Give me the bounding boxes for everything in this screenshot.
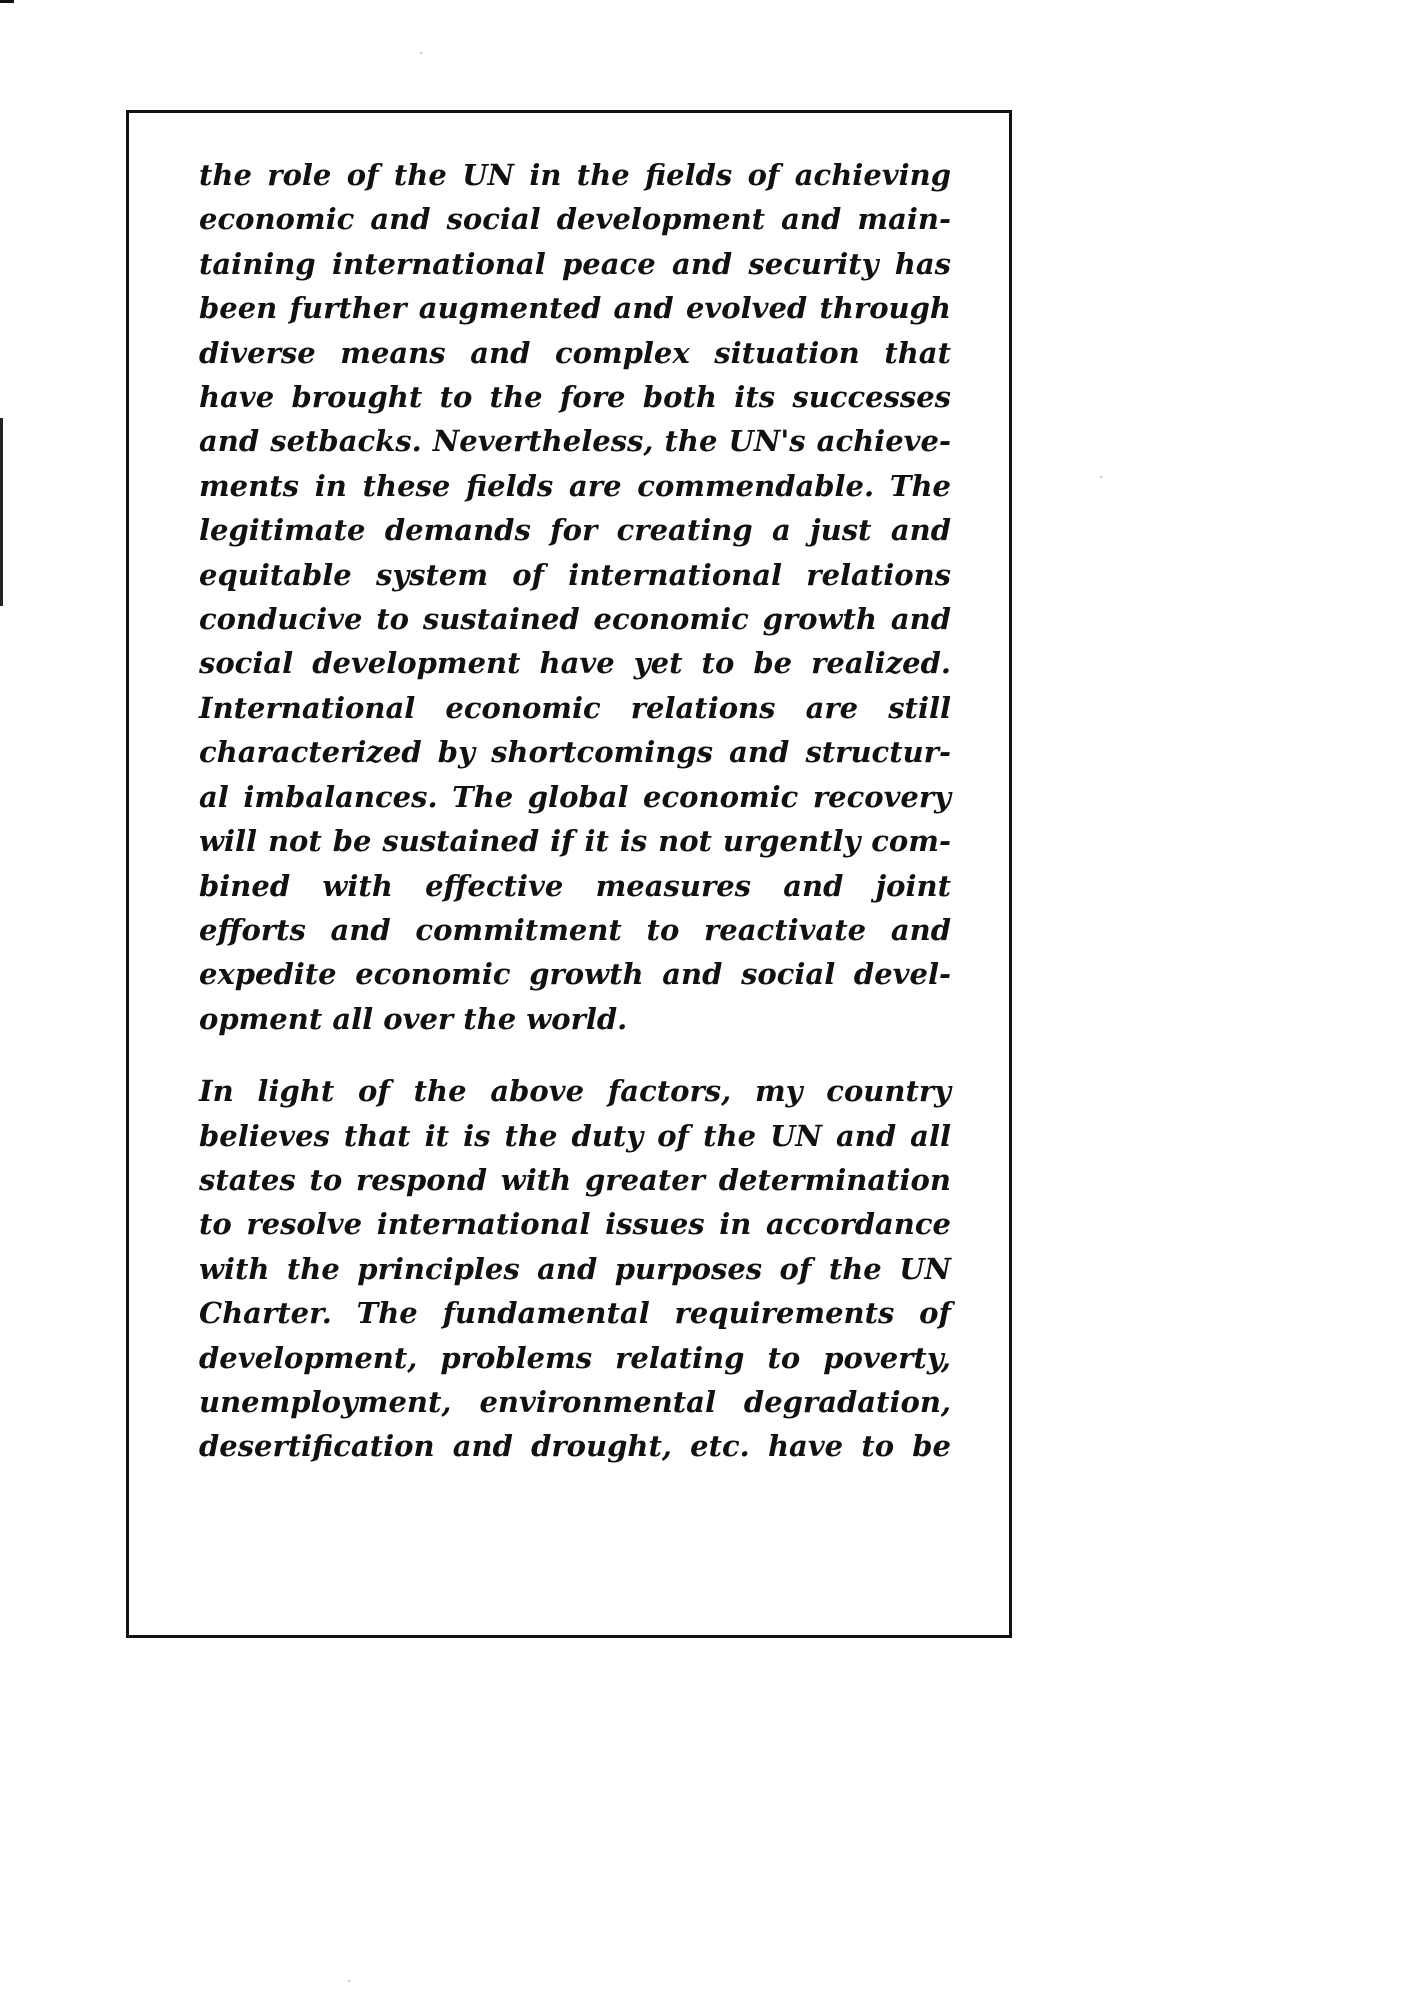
scan-speck [420, 52, 422, 54]
text-line: conducive to sustained economic growth and [199, 602, 951, 637]
text-line: to resolve international issues in accordance [199, 1207, 951, 1242]
text-line: al imbalances. The global economic recovery [199, 779, 951, 814]
paragraph-1 [199, 153, 951, 1041]
text-frame [126, 110, 1012, 1638]
text-line: will not be sustained if it is not urgently com- [199, 824, 951, 859]
text-line: expedite economic growth and social devel- [199, 957, 951, 992]
text-line-last: opment all over the world. [199, 1001, 628, 1036]
text-column [199, 153, 951, 1469]
text-line: ments in these fields are commendable. The [199, 468, 951, 503]
text-line: efforts and commitment to reactivate and [199, 912, 951, 947]
scan-speck [1100, 476, 1102, 478]
text-line: with the principles and purposes of the UN [199, 1251, 951, 1286]
text-line: diverse means and complex situation that [199, 335, 951, 370]
text-line: legitimate demands for creating a just and [199, 513, 951, 548]
text-line: taining international peace and security has [199, 246, 951, 281]
text-line: Charter. The fundamental requirements of [199, 1296, 951, 1331]
text-line: social development have yet to be realized. [199, 646, 951, 681]
text-line: desertification and drought, etc. have to be [199, 1429, 951, 1464]
scan-speck [348, 1980, 350, 1982]
text-line: and setbacks. Nevertheless, the UN's achieve- [199, 424, 951, 459]
text-line: have brought to the fore both its successes [199, 380, 951, 415]
paragraph-2 [199, 1069, 951, 1469]
paragraph-spacer [199, 1041, 951, 1069]
text-line: unemployment, environmental degradation, [199, 1384, 951, 1419]
text-line: In light of the above factors, my country [199, 1074, 951, 1109]
text-line: been further augmented and evolved through [199, 291, 951, 326]
text-line: development, problems relating to poverty, [199, 1340, 951, 1375]
text-line: believes that it is the duty of the UN and all [199, 1118, 951, 1153]
scan-edge-mark [0, 418, 3, 606]
text-line: bined with effective measures and joint [199, 868, 951, 903]
scan-edge-mark [0, 0, 14, 3]
text-line: states to respond with greater determination [199, 1162, 951, 1197]
text-line: economic and social development and main- [199, 202, 951, 237]
text-line: equitable system of international relations [199, 557, 951, 592]
text-line: the role of the UN in the fields of achieving [199, 158, 951, 192]
text-line: characterized by shortcomings and structur- [199, 735, 951, 770]
text-line: International economic relations are still [199, 690, 951, 725]
